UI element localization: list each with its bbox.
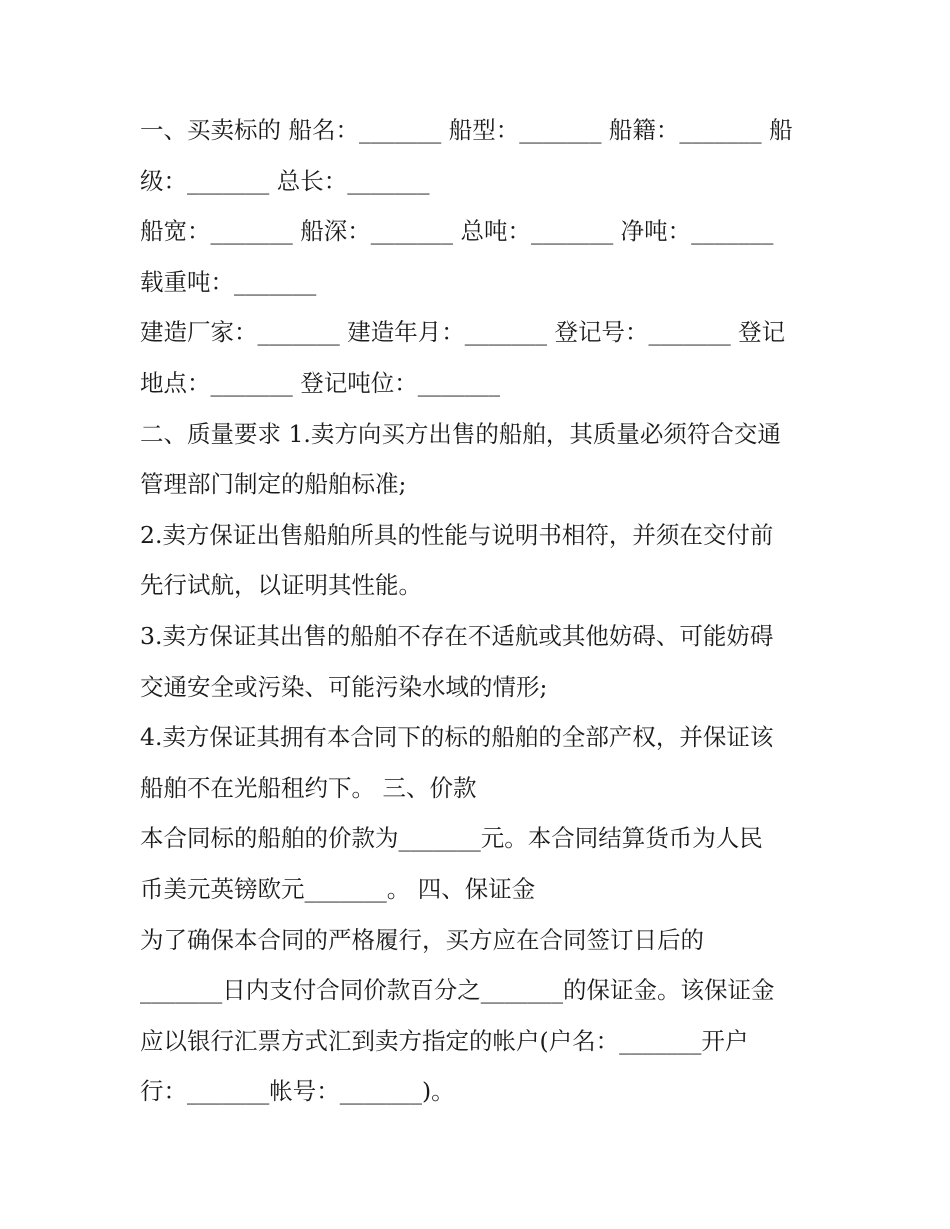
text-line: 为了确保本合同的严格履行，买方应在合同签订日后的 [140,925,704,954]
text-line: 建造厂家：_______ 建造年月：_______ 登记号：_______ 登记 [140,318,786,347]
contract-body [140,105,812,1117]
text-line: 一、买卖标的 船名：_______ 船型：_______ 船籍：_______ 船 [140,116,793,144]
text-line: 载重吨：_______ [140,267,317,296]
text-line: 地点：_______ 登记吨位：_______ [140,368,500,397]
text-line: 交通安全或污染、可能污染水域的情形; [140,672,548,701]
text-line: 行：_______帐号：_______)。 [140,1077,455,1106]
text-line: 应以银行汇票方式汇到卖方指定的帐户(户名：_______开户 [140,1026,749,1055]
text-line: 管理部门制定的船舶标准; [140,470,407,499]
text-line: 4.卖方保证其拥有本合同下的标的船舶的全部产权，并保证该 [140,723,774,752]
text-line: 二、质量要求 1.卖方向买方出售的船舶，其质量必须符合交通 [140,419,781,448]
text-line: 级：_______ 总长：_______ [140,166,430,195]
text-line: 3.卖方保证其出售的船舶不存在不适航或其他妨碍、可能妨碍 [140,621,774,650]
text-line: 船宽：_______ 船深：_______ 总吨：_______ 净吨：_______ [140,217,774,246]
text-line: 币美元英镑欧元_______。 四、保证金 [140,874,536,903]
text-line: 先行试航，以证明其性能。 [140,571,422,600]
text-line: 船舶不在光船租约下。 三、价款 [140,773,477,802]
text-line: 2.卖方保证出售船舶所具的性能与说明书相符，并须在交付前 [140,520,774,549]
text-line: _______日内支付合同价款百分之_______的保证金。该保证金 [140,976,775,1005]
text-line: 本合同标的船舶的价款为_______元。本合同结算货币为人民 [140,824,763,853]
